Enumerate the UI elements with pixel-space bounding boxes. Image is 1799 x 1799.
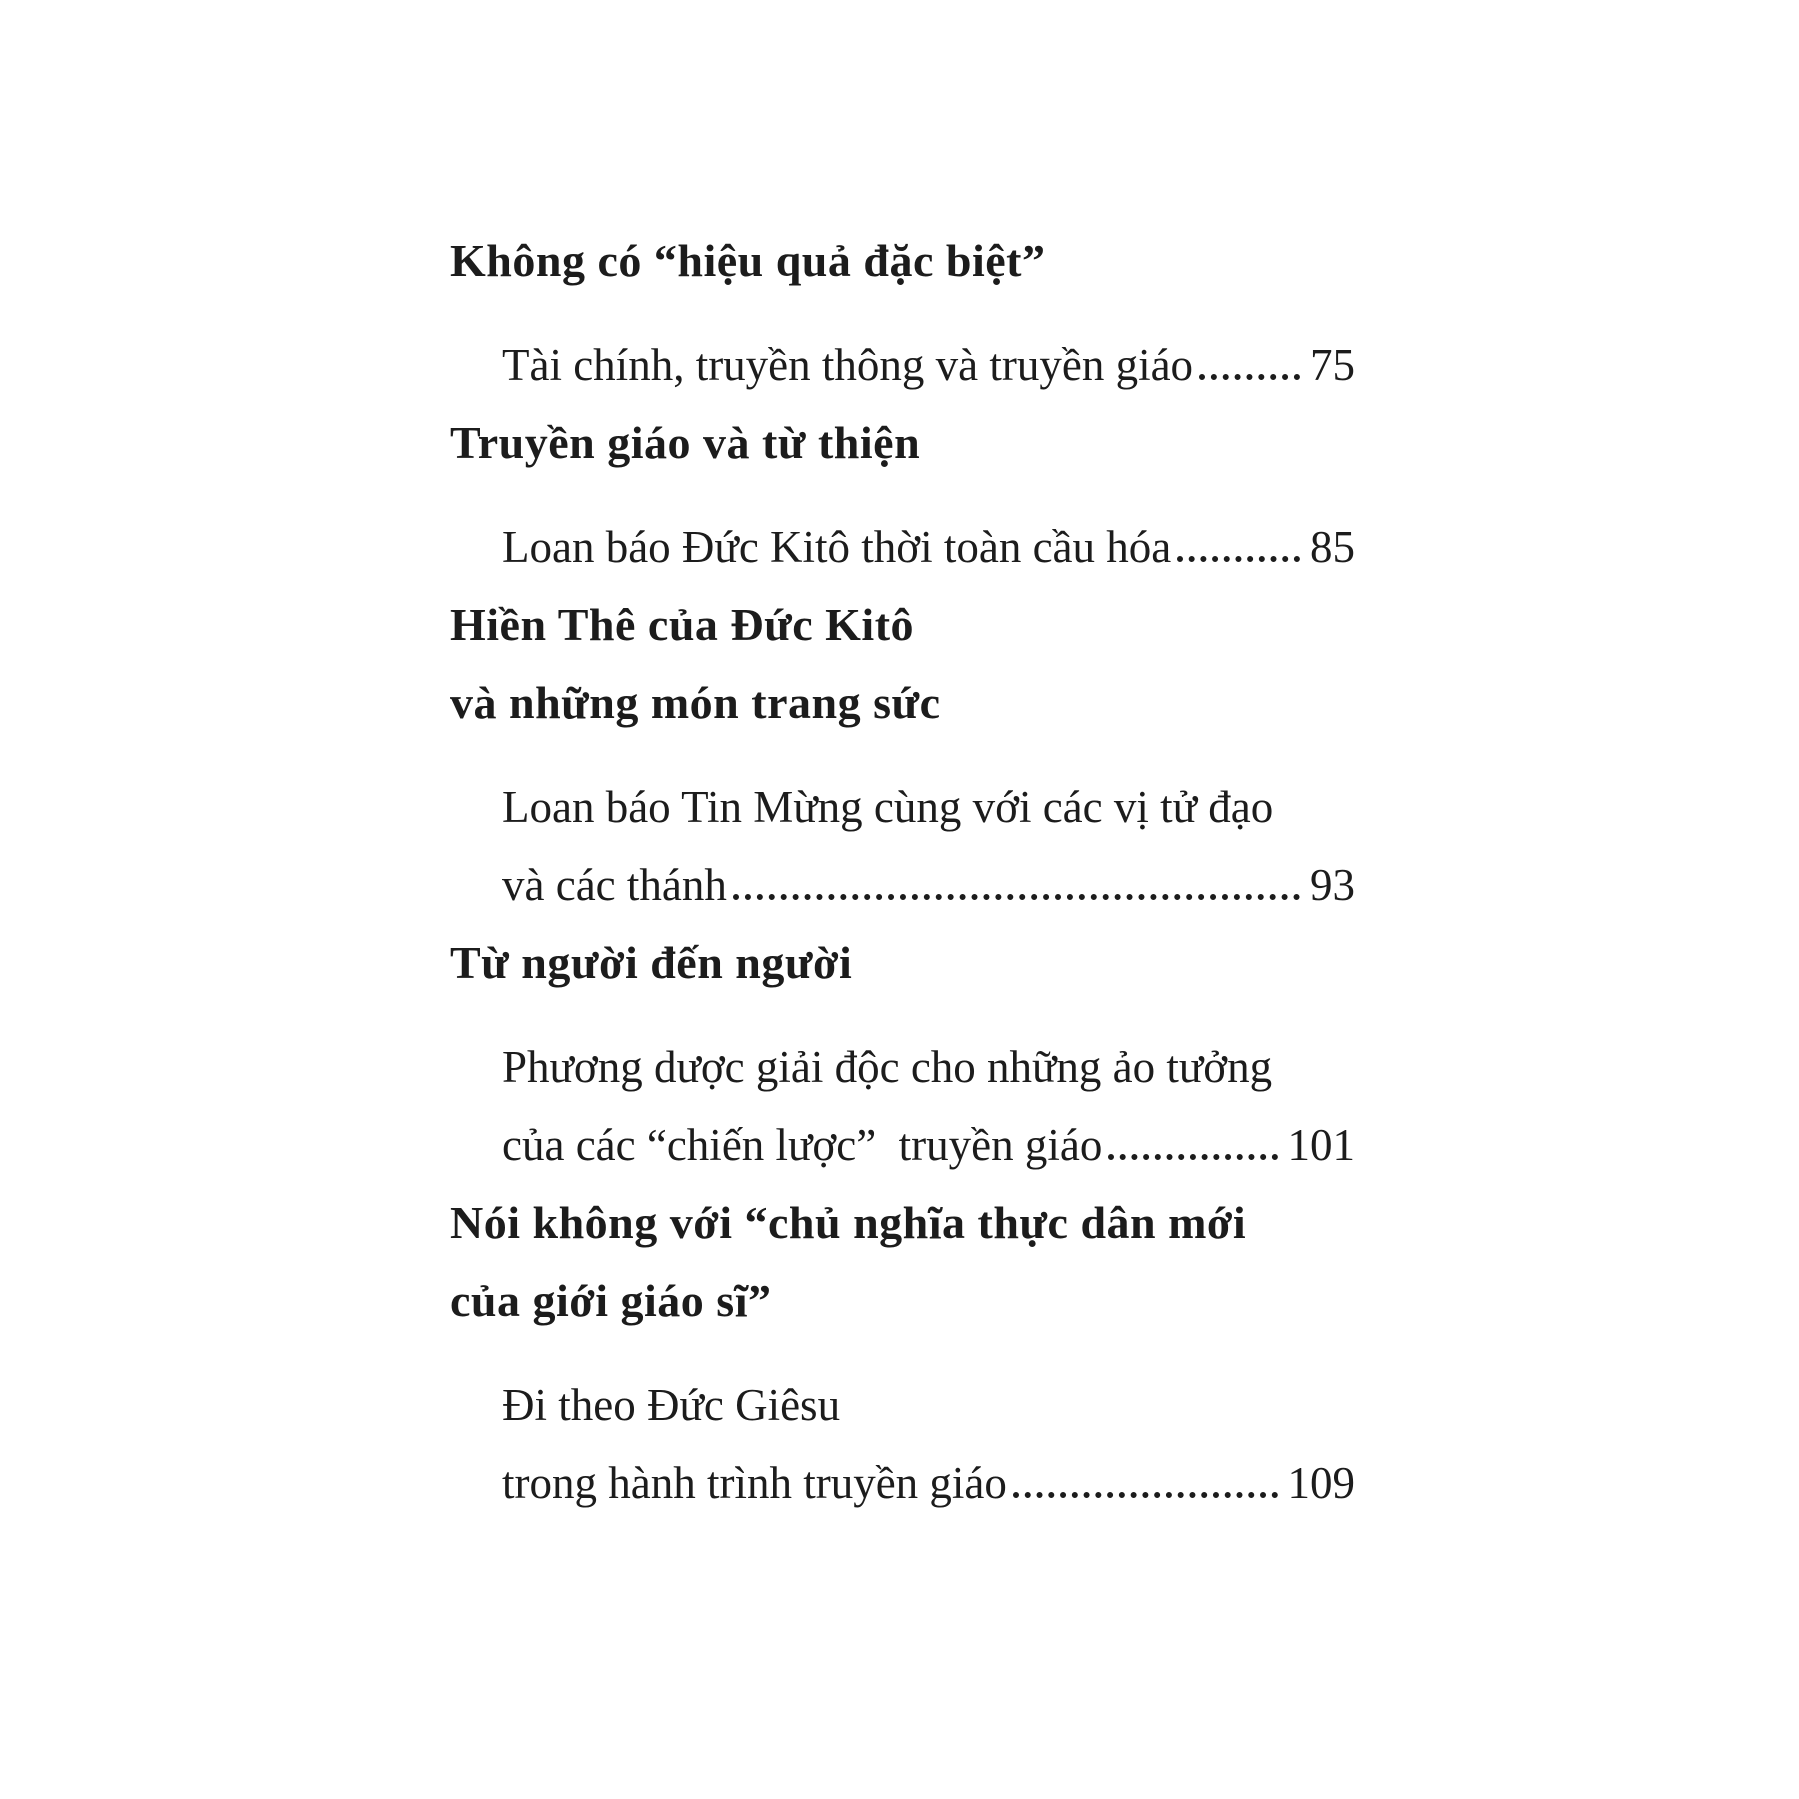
page-number: 109 [1287,1458,1355,1508]
toc-item [450,586,1355,924]
page-number: 101 [1287,1120,1355,1170]
page-number: 75 [1310,340,1355,390]
toc-entry-text: Tài chính, truyền thông và truyền giáo [502,340,1194,390]
toc-entry-text: và các thánh [502,860,727,910]
dot-leader [1177,556,1300,562]
toc-entry-line [450,846,1355,924]
toc-heading-line: Từ người đến người [450,937,853,988]
toc-heading [450,222,1355,300]
page-number: 93 [1310,860,1355,910]
toc-entry-text: trong hành trình truyền giáo [502,1458,1007,1508]
toc-heading-line: Hiền Thê của Đức Kitô [450,599,915,650]
dot-leader [1108,1154,1277,1160]
toc-heading [450,924,1355,1002]
toc-heading-line: Truyền giáo và từ thiện [450,417,921,468]
dot-leader [733,894,1300,900]
page-number: 85 [1310,522,1355,572]
toc-entry-text: Loan báo Đức Kitô thời toàn cầu hóa [502,522,1172,572]
toc-heading [450,404,1355,482]
toc-item [450,1184,1355,1522]
dot-leader [1199,374,1300,380]
toc-entry-line [450,1366,1355,1444]
toc-entry-line [450,1028,1355,1106]
toc-heading [450,586,1355,742]
toc-entry-line [450,1106,1355,1184]
toc-entry-text: Phương dược giải độc cho những ảo tưởng [502,1042,1273,1092]
toc-heading-line: của giới giáo sĩ” [450,1275,772,1326]
toc-heading [450,1184,1355,1340]
toc-item [450,924,1355,1184]
toc-entry-text: Đi theo Đức Giêsu [502,1380,841,1430]
toc-entry-line [450,508,1355,586]
toc-entry-line [450,326,1355,404]
toc-entry-line [450,768,1355,846]
toc-item [450,404,1355,586]
toc-heading-line: Không có “hiệu quả đặc biệt” [450,235,1046,286]
toc-entry-line [450,1444,1355,1522]
toc-item [450,222,1355,404]
toc-heading-line: và những món trang sức [450,677,941,728]
toc-entry [450,1366,1355,1522]
toc-heading-line: Nói không với “chủ nghĩa thực dân mới [450,1197,1247,1248]
toc-entry [450,508,1355,586]
toc-entry [450,1028,1355,1184]
toc-entry [450,326,1355,404]
toc-entry-text: Loan báo Tin Mừng cùng với các vị tử đạo [502,782,1274,832]
dot-leader [1013,1492,1278,1498]
toc-entry-text: của các “chiến lược” truyền giáo [502,1120,1103,1170]
toc-list [450,222,1355,1522]
toc-entry [450,768,1355,924]
